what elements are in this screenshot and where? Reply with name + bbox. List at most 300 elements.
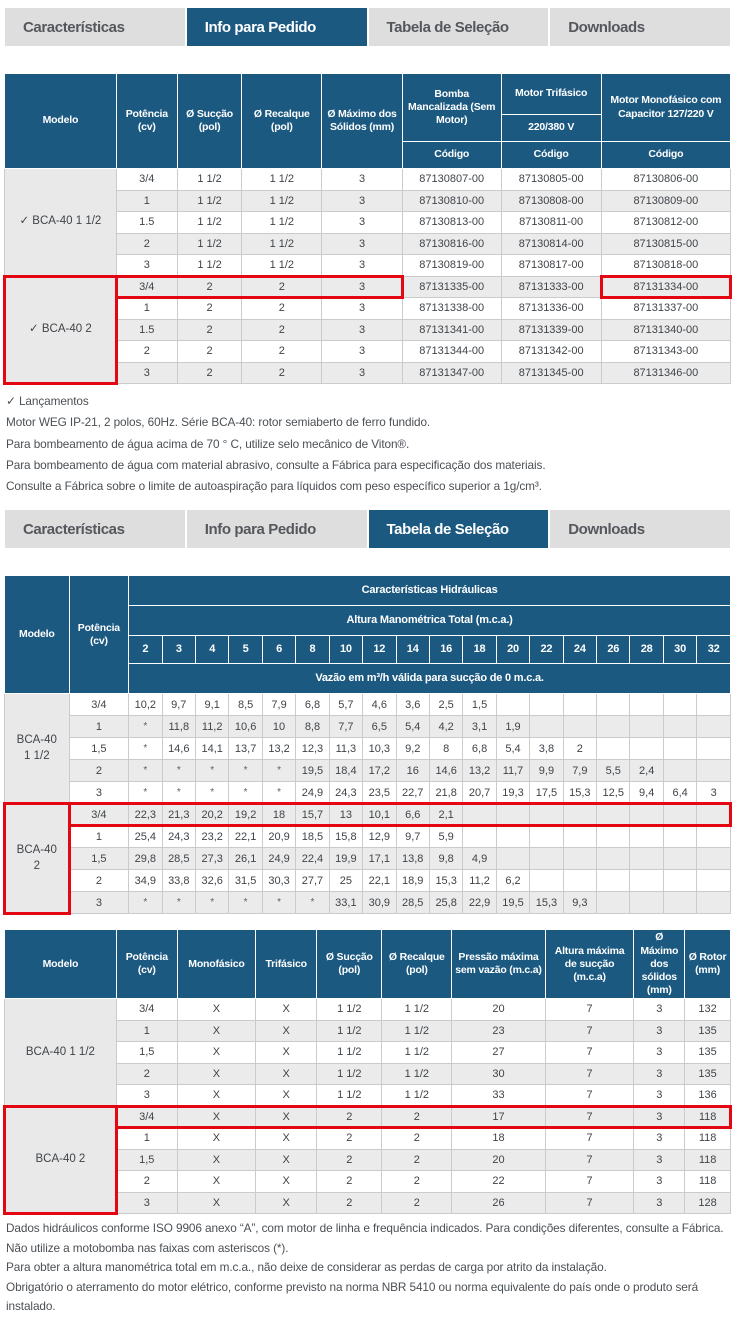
data-cell <box>496 826 529 848</box>
data-cell: 17 <box>452 1106 546 1128</box>
data-cell: 118 <box>685 1149 731 1171</box>
col-header-pot-ncia-cv-: Potência (cv) <box>116 930 177 999</box>
data-cell: 2 <box>317 1192 382 1214</box>
data-cell: 87130810-00 <box>402 190 501 212</box>
data-cell: 1 <box>116 1020 177 1042</box>
data-cell: 17,1 <box>363 848 396 870</box>
selection-tabbar <box>5 510 730 548</box>
data-cell <box>663 694 696 716</box>
data-cell: 1 <box>69 716 129 738</box>
tab-info-para-pedido[interactable]: Info para Pedido <box>187 510 367 548</box>
data-cell: 7,9 <box>262 694 295 716</box>
data-cell: 87131341-00 <box>402 319 501 341</box>
col-header-recalque: Ø Recalque (pol) <box>242 74 322 169</box>
footnote: Consulte a Fábrica sobre o limite de autoaspiração para líquidos com peso específico superior a 1g/cm³. <box>6 479 542 494</box>
data-cell: 15,3 <box>530 892 563 914</box>
data-cell: * <box>162 782 195 804</box>
data-cell: 2 <box>317 1149 382 1171</box>
table-row <box>5 738 731 760</box>
data-cell: 32,6 <box>195 870 228 892</box>
data-cell: 26,1 <box>229 848 262 870</box>
data-cell: 3 <box>634 1128 685 1150</box>
data-cell: 5,9 <box>429 826 462 848</box>
data-cell: 128 <box>685 1192 731 1214</box>
data-cell: X <box>256 1085 317 1107</box>
header-altura-manometrica: Altura Manométrica Total (m.c.a.) <box>129 606 731 636</box>
col-header-bomba: Bomba Mancalizada (Sem Motor) <box>402 74 501 142</box>
col-header-altura-m-xima-de-suc-o-m-c-a-: Altura máxima de sucção (m.c.a) <box>545 930 634 999</box>
data-cell: 26 <box>452 1192 546 1214</box>
data-cell: 14,6 <box>162 738 195 760</box>
data-cell: * <box>195 892 228 914</box>
mca-tick: 6 <box>262 636 295 664</box>
mca-tick: 2 <box>129 636 162 664</box>
table-row <box>5 826 731 848</box>
data-cell: 2 <box>116 1063 177 1085</box>
data-cell: 3 <box>322 298 403 320</box>
mca-tick: 30 <box>663 636 696 664</box>
data-cell: 3 <box>634 1149 685 1171</box>
data-cell: 7 <box>545 1085 634 1107</box>
data-cell <box>663 804 696 826</box>
data-cell: 1 1/2 <box>317 1063 382 1085</box>
col-header-tensao: 220/380 V <box>501 115 601 142</box>
data-cell: 15,7 <box>296 804 329 826</box>
data-cell: 2 <box>116 233 177 255</box>
data-cell: 5,7 <box>329 694 362 716</box>
data-cell: * <box>129 892 162 914</box>
data-cell: 18,5 <box>296 826 329 848</box>
data-cell: 1,5 <box>116 1149 177 1171</box>
data-cell: 1 1/2 <box>382 1085 452 1107</box>
data-cell <box>563 694 596 716</box>
data-cell <box>697 738 731 760</box>
data-cell: 7,9 <box>563 760 596 782</box>
data-cell <box>530 694 563 716</box>
col-header-succao: Ø Sucção (pol) <box>177 74 242 169</box>
data-cell: 6,8 <box>463 738 496 760</box>
selection-table-body <box>5 694 731 914</box>
data-cell: 4,9 <box>463 848 496 870</box>
data-cell: 7 <box>545 1149 634 1171</box>
data-cell: 1 1/2 <box>242 233 322 255</box>
data-cell: 11,3 <box>329 738 362 760</box>
data-cell: 2 <box>116 341 177 363</box>
data-cell: 3 <box>322 255 403 277</box>
data-cell: X <box>177 1192 255 1214</box>
data-cell: 21,3 <box>162 804 195 826</box>
data-cell: 3/4 <box>69 804 129 826</box>
data-cell: 5,5 <box>597 760 630 782</box>
data-cell <box>697 826 731 848</box>
mca-tick: 3 <box>162 636 195 664</box>
data-cell: 87131338-00 <box>402 298 501 320</box>
data-cell: 2 <box>116 1171 177 1193</box>
data-cell: 7 <box>545 1020 634 1042</box>
data-cell: * <box>296 892 329 914</box>
data-cell: 7,7 <box>329 716 362 738</box>
data-cell: 22,9 <box>463 892 496 914</box>
data-cell: 9,3 <box>563 892 596 914</box>
data-cell: 2 <box>382 1171 452 1193</box>
data-cell: 135 <box>685 1020 731 1042</box>
data-cell <box>530 716 563 738</box>
data-cell: 1 1/2 <box>317 1042 382 1064</box>
data-cell: 3 <box>322 212 403 234</box>
data-cell: 1.5 <box>116 319 177 341</box>
data-cell <box>597 870 630 892</box>
table-row <box>5 1106 731 1128</box>
data-cell: 3 <box>634 1020 685 1042</box>
data-cell: 2 <box>317 1171 382 1193</box>
data-cell: 22 <box>452 1171 546 1193</box>
data-cell <box>663 760 696 782</box>
data-cell <box>697 804 731 826</box>
data-cell: 3 <box>116 1085 177 1107</box>
data-cell: 1 1/2 <box>242 190 322 212</box>
data-cell: 9,4 <box>630 782 663 804</box>
data-cell: 2 <box>317 1128 382 1150</box>
data-cell: 27,7 <box>296 870 329 892</box>
col-header--rotor-mm-: Ø Rotor (mm) <box>685 930 731 999</box>
data-cell: 31,5 <box>229 870 262 892</box>
data-cell: * <box>229 760 262 782</box>
data-cell: 24,3 <box>329 782 362 804</box>
data-cell: 3 <box>322 362 403 384</box>
data-cell: 15,3 <box>563 782 596 804</box>
data-cell: X <box>177 999 255 1021</box>
data-cell: 6,2 <box>496 870 529 892</box>
data-cell: 87130812-00 <box>601 212 730 234</box>
data-cell: 2 <box>563 738 596 760</box>
data-cell: 11,8 <box>162 716 195 738</box>
data-cell: 1,5 <box>69 848 129 870</box>
selection-table-wrap <box>4 575 731 914</box>
data-cell <box>563 804 596 826</box>
data-cell: 3 <box>322 319 403 341</box>
data-cell: 19,9 <box>329 848 362 870</box>
footnote: Dados hidráulicos conforme ISO 9906 anexo “A”, com motor de linha e frequência indicados. Para condições diferentes, consulte a Fábrica. <box>6 1221 724 1236</box>
data-cell: 12,3 <box>296 738 329 760</box>
data-cell <box>530 870 563 892</box>
data-cell: 2 <box>177 341 242 363</box>
data-cell <box>663 892 696 914</box>
col-header-trif-sico: Trifásico <box>256 930 317 999</box>
data-cell: 7 <box>545 1106 634 1128</box>
col-header-potencia: Potência (cv) <box>69 576 129 694</box>
data-cell: * <box>195 782 228 804</box>
data-cell: 3,6 <box>396 694 429 716</box>
data-cell: 87130807-00 <box>402 169 501 191</box>
table-row <box>5 848 731 870</box>
data-cell: 7 <box>545 1063 634 1085</box>
data-cell <box>463 804 496 826</box>
data-cell <box>630 870 663 892</box>
data-cell: 2 <box>177 319 242 341</box>
data-cell: * <box>229 892 262 914</box>
data-cell <box>597 738 630 760</box>
data-cell: 87130819-00 <box>402 255 501 277</box>
data-cell: 1 1/2 <box>177 169 242 191</box>
tab-tabela-de-sele-o[interactable]: Tabela de Seleção <box>369 8 549 46</box>
data-cell: 22,1 <box>363 870 396 892</box>
data-cell: 8,8 <box>296 716 329 738</box>
data-cell: 1 1/2 <box>382 999 452 1021</box>
data-cell: 87130815-00 <box>601 233 730 255</box>
data-cell <box>597 716 630 738</box>
data-cell: 87131334-00 <box>601 276 730 298</box>
col-header-potencia: Potência (cv) <box>116 74 177 169</box>
data-cell: 7 <box>545 1042 634 1064</box>
data-cell: 5,4 <box>396 716 429 738</box>
data-cell <box>663 716 696 738</box>
data-cell: 6,5 <box>363 716 396 738</box>
data-cell: 33,1 <box>329 892 362 914</box>
tab-info-para-pedido[interactable]: Info para Pedido <box>187 8 367 46</box>
footnote: ✓ Lançamentos <box>6 394 89 408</box>
data-cell: 87131339-00 <box>501 319 601 341</box>
mca-tick: 18 <box>463 636 496 664</box>
model-cell: BCA-40 1 1/2 <box>5 999 117 1107</box>
data-cell: X <box>256 1171 317 1193</box>
data-cell: 23,5 <box>363 782 396 804</box>
data-cell: 1,5 <box>116 1042 177 1064</box>
data-cell: 1 1/2 <box>177 212 242 234</box>
data-cell: 20 <box>452 1149 546 1171</box>
data-cell: 3 <box>322 169 403 191</box>
tab-downloads[interactable]: Downloads <box>550 510 730 548</box>
data-cell: 5,4 <box>496 738 529 760</box>
data-cell: 13 <box>329 804 362 826</box>
data-cell: 1 1/2 <box>382 1020 452 1042</box>
data-cell: 3 <box>634 1042 685 1064</box>
data-cell: 22,1 <box>229 826 262 848</box>
data-cell: 20,9 <box>262 826 295 848</box>
footnote: Obrigatório o aterramento do motor elétrico, conforme previsto na norma NBR 5410 ou norma equivalente do país onde o produto será instalado. <box>6 1279 699 1314</box>
data-cell: 3 <box>634 1085 685 1107</box>
data-cell: 18,9 <box>396 870 429 892</box>
data-cell: * <box>262 760 295 782</box>
data-cell <box>663 848 696 870</box>
data-cell: 2 <box>382 1192 452 1214</box>
data-cell: 2 <box>69 760 129 782</box>
data-cell: 7 <box>545 1192 634 1214</box>
data-cell: 1 1/2 <box>382 1042 452 1064</box>
data-cell: 8 <box>429 738 462 760</box>
data-cell: 9,7 <box>396 826 429 848</box>
data-cell: 3 <box>697 782 731 804</box>
data-cell <box>630 694 663 716</box>
data-cell: 9,7 <box>162 694 195 716</box>
data-cell: 1,5 <box>69 738 129 760</box>
data-cell: 19,3 <box>496 782 529 804</box>
data-cell: 17,2 <box>363 760 396 782</box>
data-cell: 3 <box>634 999 685 1021</box>
data-cell: 7 <box>545 1128 634 1150</box>
data-cell <box>597 826 630 848</box>
data-cell <box>630 892 663 914</box>
data-cell: 87130805-00 <box>501 169 601 191</box>
header-row <box>5 74 731 115</box>
data-cell: 11,2 <box>195 716 228 738</box>
header-row <box>5 576 731 606</box>
data-cell: 1 1/2 <box>177 255 242 277</box>
data-cell: 23 <box>452 1020 546 1042</box>
data-cell: 20 <box>452 999 546 1021</box>
data-cell: 27 <box>452 1042 546 1064</box>
data-cell: 3 <box>69 782 129 804</box>
data-cell <box>597 804 630 826</box>
data-cell: 87131333-00 <box>501 276 601 298</box>
data-cell: 19,2 <box>229 804 262 826</box>
data-cell <box>663 738 696 760</box>
data-cell: X <box>256 1020 317 1042</box>
data-cell <box>663 826 696 848</box>
data-cell: X <box>256 1063 317 1085</box>
tab-caracter-sticas[interactable]: Características <box>5 510 185 548</box>
col-header-codigo: Código <box>501 142 601 169</box>
order-table-head <box>5 74 731 169</box>
model-cell: ✓ BCA-40 1 1/2 <box>5 169 117 277</box>
mca-tick: 5 <box>229 636 262 664</box>
data-cell: 118 <box>685 1171 731 1193</box>
data-cell: 19,5 <box>296 760 329 782</box>
data-cell: X <box>177 1042 255 1064</box>
data-cell: 12,9 <box>363 826 396 848</box>
data-cell: 13,7 <box>229 738 262 760</box>
data-cell: 12,5 <box>597 782 630 804</box>
data-cell: 13,2 <box>262 738 295 760</box>
data-cell: 87131345-00 <box>501 362 601 384</box>
data-cell: 87130814-00 <box>501 233 601 255</box>
table-row <box>5 804 731 826</box>
data-cell: 3/4 <box>116 1106 177 1128</box>
data-cell: 3 <box>634 1106 685 1128</box>
data-cell: 22,7 <box>396 782 429 804</box>
data-cell <box>597 892 630 914</box>
data-cell: 87131335-00 <box>402 276 501 298</box>
data-cell <box>630 804 663 826</box>
data-cell: X <box>256 1128 317 1150</box>
data-cell <box>563 848 596 870</box>
data-cell: 18 <box>452 1128 546 1150</box>
data-cell: 1,5 <box>463 694 496 716</box>
data-cell <box>563 870 596 892</box>
data-cell: * <box>262 892 295 914</box>
col-header-codigo: Código <box>402 142 501 169</box>
data-cell: X <box>177 1063 255 1085</box>
tab-caracter-sticas[interactable]: Características <box>5 8 185 46</box>
data-cell: 1 1/2 <box>317 999 382 1021</box>
data-cell: 1 1/2 <box>177 190 242 212</box>
data-cell: 7 <box>545 1171 634 1193</box>
data-cell: 3 <box>634 1171 685 1193</box>
data-cell: 29,8 <box>129 848 162 870</box>
model-cell: BCA-40 2 <box>5 804 70 914</box>
tab-tabela-de-sele-o[interactable]: Tabela de Seleção <box>369 510 549 548</box>
data-cell: 2 <box>382 1149 452 1171</box>
data-cell <box>496 848 529 870</box>
data-cell <box>697 716 731 738</box>
data-cell: 28,5 <box>396 892 429 914</box>
mca-tick: 32 <box>697 636 731 664</box>
selection-table-head <box>5 576 731 694</box>
col-header--suc-o-pol-: Ø Sucção (pol) <box>317 930 382 999</box>
col-header-monofasico: Motor Monofásico com Capacitor 127/220 V <box>601 74 730 142</box>
model-cell: BCA-40 1 1/2 <box>5 694 70 804</box>
data-cell <box>697 760 731 782</box>
data-cell: 136 <box>685 1085 731 1107</box>
data-cell: 9,2 <box>396 738 429 760</box>
data-cell: X <box>256 1042 317 1064</box>
data-cell: 10,6 <box>229 716 262 738</box>
table-row <box>5 782 731 804</box>
data-cell: 14,1 <box>195 738 228 760</box>
data-cell: 3 <box>116 362 177 384</box>
data-cell: 132 <box>685 999 731 1021</box>
model-cell: BCA-40 2 <box>5 1106 117 1214</box>
footnote: Para bombeamento de água acima de 70 ° C, utilize selo mecânico de Viton®. <box>6 436 410 451</box>
data-cell: 2,5 <box>429 694 462 716</box>
data-cell: 1 <box>116 298 177 320</box>
data-cell: 1 <box>116 190 177 212</box>
data-cell: 2,1 <box>429 804 462 826</box>
data-cell: 16 <box>396 760 429 782</box>
selection-table <box>4 575 731 914</box>
data-cell: 11,2 <box>463 870 496 892</box>
data-cell: 3 <box>634 1063 685 1085</box>
data-cell: 20,7 <box>463 782 496 804</box>
data-cell: 3 <box>116 255 177 277</box>
data-cell: * <box>129 738 162 760</box>
data-cell: X <box>256 999 317 1021</box>
data-cell: 10 <box>262 716 295 738</box>
data-cell: 10,2 <box>129 694 162 716</box>
data-cell: 19,5 <box>496 892 529 914</box>
data-cell <box>597 694 630 716</box>
data-cell <box>630 716 663 738</box>
mca-tick: 26 <box>597 636 630 664</box>
data-cell: 33,8 <box>162 870 195 892</box>
order-notes <box>6 391 727 497</box>
data-cell: X <box>256 1149 317 1171</box>
data-cell: 14,6 <box>429 760 462 782</box>
data-cell: 2 <box>382 1128 452 1150</box>
tab-downloads[interactable]: Downloads <box>550 8 730 46</box>
data-cell: 1 1/2 <box>317 1020 382 1042</box>
data-cell: 3/4 <box>116 999 177 1021</box>
data-cell: 18 <box>262 804 295 826</box>
data-cell: 25,4 <box>129 826 162 848</box>
spec-table <box>4 929 731 1214</box>
data-cell: X <box>177 1106 255 1128</box>
table-row <box>5 716 731 738</box>
data-cell: 22,3 <box>129 804 162 826</box>
data-cell: 3/4 <box>69 694 129 716</box>
data-cell: 33 <box>452 1085 546 1107</box>
model-cell: ✓ BCA-40 2 <box>5 276 117 384</box>
data-cell: 3/4 <box>116 169 177 191</box>
data-cell: 17,5 <box>530 782 563 804</box>
data-cell: * <box>162 892 195 914</box>
data-cell <box>563 716 596 738</box>
data-cell: 6,6 <box>396 804 429 826</box>
data-cell <box>630 738 663 760</box>
data-cell: X <box>177 1085 255 1107</box>
mca-tick: 24 <box>563 636 596 664</box>
data-cell: 9,9 <box>530 760 563 782</box>
data-cell: 2 <box>382 1106 452 1128</box>
